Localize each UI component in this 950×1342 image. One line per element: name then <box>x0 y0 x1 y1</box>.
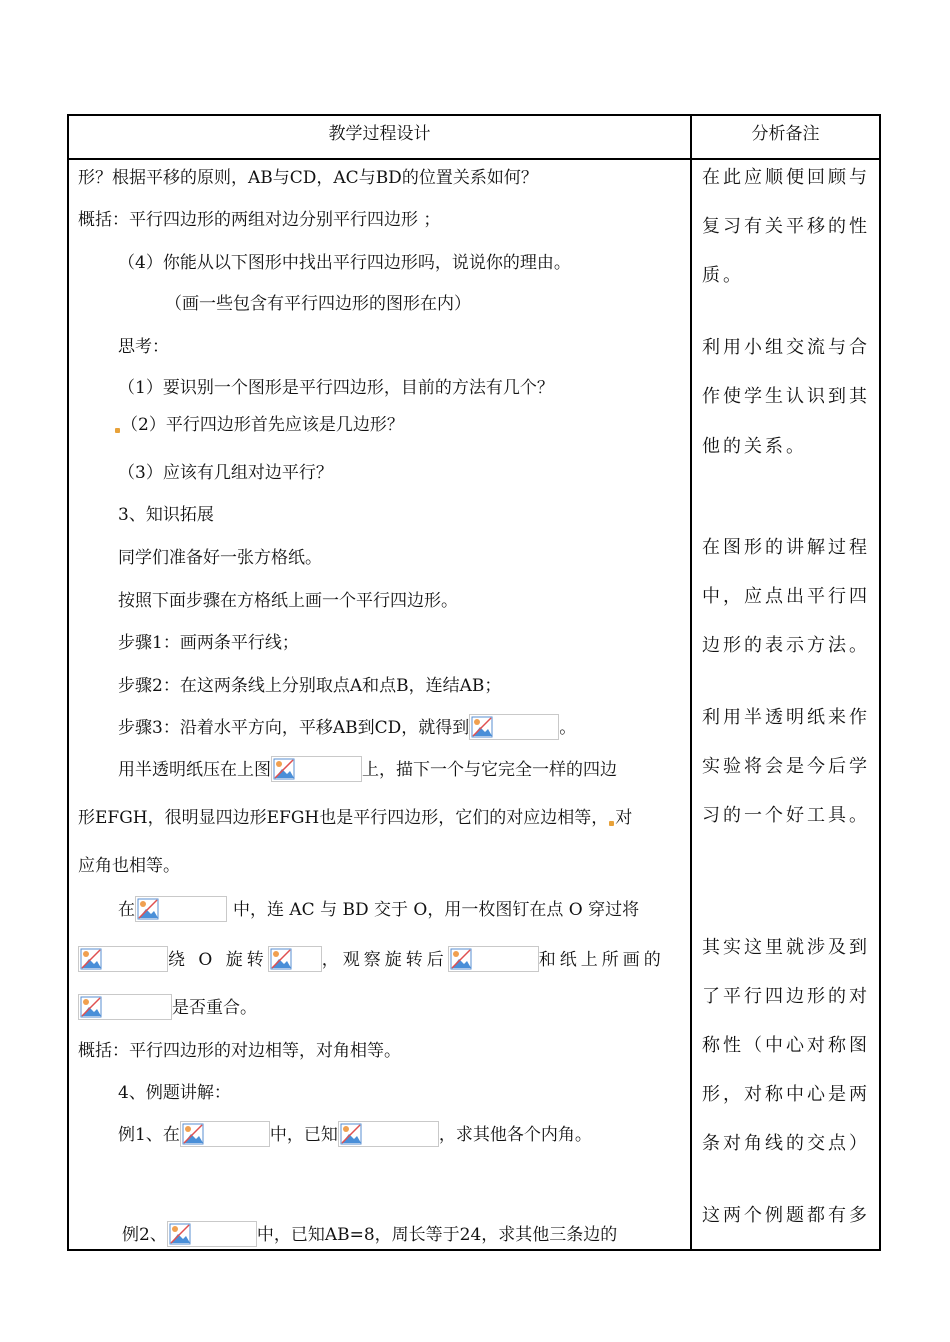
text-line: 步骤1：画两条平行线； <box>118 633 299 653</box>
text-line <box>78 806 632 830</box>
note-line: 作使学生认识到其 <box>702 386 870 407</box>
text-line: （3）应该有几组对边平行？ <box>118 463 333 483</box>
text-span: （2）平行四边形首先应该是几边形？ <box>121 415 404 435</box>
broken-image-icon <box>338 1121 439 1147</box>
header-right: 分析备注 <box>751 124 820 144</box>
note-line: 边形的表示方法。 <box>702 635 870 656</box>
text-line <box>78 946 665 972</box>
text-line: 思考： <box>118 337 169 357</box>
broken-image-icon <box>167 1221 257 1247</box>
text-line <box>118 1121 592 1147</box>
note-line: 他的关系。 <box>702 436 807 457</box>
text-line: 步骤2：在这两条线上分别取点A和点B，连结AB； <box>118 676 502 696</box>
text-span: 对 <box>615 808 633 828</box>
note-line: 这两个例题都有多 <box>702 1205 870 1226</box>
text-line: （4）你能从以下图形中找出平行四边形吗，说说你的理由。 <box>118 253 571 273</box>
note-line: 形，对称中心是两 <box>702 1084 870 1105</box>
note-line: 中，应点出平行四 <box>702 586 870 607</box>
text-line: （画一些包含有平行四边形的图形在内） <box>165 294 471 314</box>
text-span: 绕 O 旋转 <box>168 950 268 970</box>
column-divider <box>690 116 692 1250</box>
text-span: 和纸上所画的 <box>538 950 665 970</box>
note-line: 利用半透明纸来作 <box>702 707 870 728</box>
text-span: ，求其他各个内角。 <box>438 1125 592 1145</box>
header-left: 教学过程设计 <box>328 124 431 144</box>
header-divider <box>69 158 879 160</box>
text-line <box>122 1221 617 1247</box>
note-line: 条对角线的交点） <box>702 1133 870 1154</box>
text-line <box>118 714 576 740</box>
text-span: 是否重合。 <box>172 998 257 1018</box>
text-line: 同学们准备好一张方格纸。 <box>118 548 322 568</box>
note-line: 了平行四边形的对 <box>702 986 870 1007</box>
text-span: 用半透明纸压在上图 <box>118 760 271 780</box>
anchor-mark <box>115 428 120 433</box>
text-line <box>78 994 257 1020</box>
text-span: 例1、在 <box>118 1125 180 1145</box>
broken-image-icon <box>469 714 559 740</box>
note-line: 实验将会是今后学 <box>702 756 870 777</box>
text-span: 中，已知 <box>269 1125 338 1145</box>
text-line: 应角也相等。 <box>78 856 180 876</box>
anchor-mark <box>609 821 614 826</box>
text-span: 上，描下一个与它完全一样的四边 <box>362 760 617 780</box>
broken-image-icon <box>78 994 172 1020</box>
note-line: 习的一个好工具。 <box>702 805 870 826</box>
text-span: 形EFGH，很明显四边形EFGH也是平行四边形，它们的对应边相等， <box>78 808 609 828</box>
text-span: ，观察旋转后 <box>321 950 448 970</box>
text-line: 3、知识拓展 <box>118 505 214 525</box>
broken-image-icon <box>180 1121 270 1147</box>
text-line <box>118 756 617 782</box>
text-span: 在 <box>118 900 135 920</box>
note-line: 复习有关平移的性 <box>702 216 870 237</box>
text-line: （1）要识别一个图形是平行四边形，目前的方法有几个？ <box>118 378 554 398</box>
broken-image-icon <box>135 896 227 922</box>
text-line: 概括：平行四边形的对边相等，对角相等。 <box>78 1041 401 1061</box>
text-line: 4、例题讲解： <box>118 1083 231 1103</box>
text-line <box>118 896 639 922</box>
text-span: 中，已知AB=8，周长等于24，求其他三条边的 <box>256 1225 618 1245</box>
note-line: 在此应顺便回顾与 <box>702 167 870 188</box>
note-line: 在图形的讲解过程 <box>702 537 870 558</box>
broken-image-icon <box>268 946 322 972</box>
text-line <box>114 413 404 437</box>
text-line: 形？根据平移的原则，AB与CD，AC与BD的位置关系如何？ <box>78 168 538 188</box>
note-line: 其实这里就涉及到 <box>702 937 870 958</box>
broken-image-icon <box>78 946 168 972</box>
broken-image-icon <box>448 946 539 972</box>
note-line: 质。 <box>702 265 744 286</box>
note-line: 称性（中心对称图 <box>702 1035 870 1056</box>
text-span: 中，连 AC 与 BD 交于 O，用一枚图钉在点 O 穿过将 <box>233 900 640 920</box>
note-line: 利用小组交流与合 <box>702 337 870 358</box>
text-span: 。 <box>559 718 577 738</box>
text-span: 步骤3：沿着水平方向，平移AB到CD，就得到 <box>118 718 470 738</box>
text-line: 按照下面步骤在方格纸上画一个平行四边形。 <box>118 591 458 611</box>
text-span: 例2、 <box>122 1225 167 1245</box>
text-line: 概括：平行四边形的两组对边分别平行四边形 ； <box>78 210 441 230</box>
broken-image-icon <box>271 756 362 782</box>
